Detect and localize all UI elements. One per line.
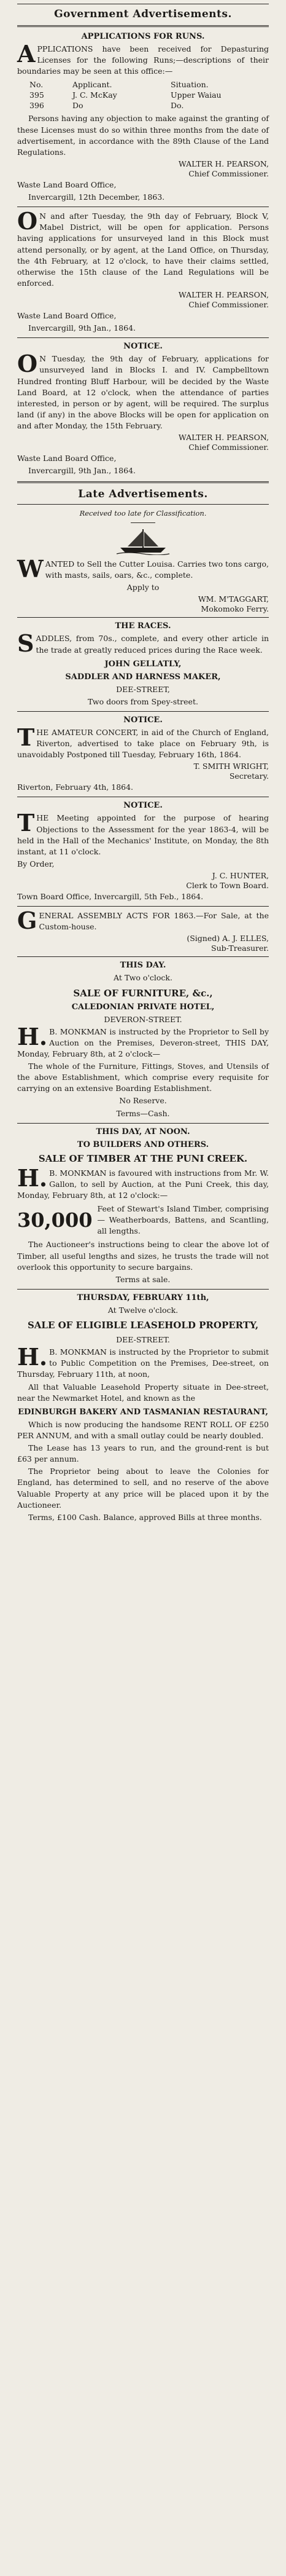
races-address: Two doors from Spey-street. [88,696,198,706]
sale3-terms: Terms, £100 Cash. Balance, approved Bills at three months. [28,1512,262,1522]
notice1-signature: WALTER H. PEARSON, [178,290,269,299]
sale1-body2: The whole of the Furniture, Fittings, Stoves, and Utensils of the above Establishment, which comprise every requisite for carrying on an extensive Boarding Establishment. [17,1062,269,1093]
table-cell: Do [72,101,83,111]
sale1-venue: CALEDONIAN PRIVATE HOTEL, [71,1002,215,1012]
sale1-heading: SALE OF FURNITURE, &c., [73,987,213,999]
runs-body: Persons having any objection to make against the granting of these Licenses must do so within three months from the date of advertisement, in accordance with the 89th Clause of the Land Regulations. [17,114,269,157]
races-body: SADDLES, from 70s., complete, and every other article in the trade at greatly reduced prices during the Race week. [17,629,269,658]
cutter-name: WM. M'TAGGART, [198,594,269,604]
sale2-quantity-row [17,1202,269,1238]
notice2-body: ON Tuesday, the 9th day of February, applications for unsurveyed land in Blocks I. and IV. Campbelltown Hundred fronting Bluff Harbour, will be decided by the Waste Land Board, at 12 o'clock, when the attendance of parties interested, in person or by agent, will be required. The surplus land (if any) in the above Blocks will be open for application on and after Monday, the 15th February. [17,350,269,430]
sale1-street: DEVERON-STREET. [104,1014,182,1024]
notice2-office: Waste Land Board Office, [17,454,117,463]
divider [17,711,269,712]
sale1-advert [17,961,269,1119]
divider [17,337,269,338]
sale2-advert [17,1127,269,1285]
table-cell: Upper Waiau [171,90,222,100]
concert-date: Riverton, February 4th, 1864. [17,782,134,792]
short-rule [131,522,155,523]
sale2-to: TO BUILDERS AND OTHERS. [77,1140,209,1149]
assessment-heading: NOTICE. [123,801,163,811]
sale3-when: THURSDAY, FEBRUARY 11th, [77,1293,209,1302]
assessment-body: THE Meeting appointed for the purpose of hearing Objections to the Assessment for the year 1863-4, will be held in the Hall of the Mechanics' Institute, on Monday, the 8th instant, at 11 o'clock. [17,809,269,856]
runs-signature: WALTER H. PEARSON, [178,159,269,168]
divider [17,1289,269,1290]
divider [17,956,269,957]
assessment-by: By Order, [17,859,55,869]
notice1-date: Invercargill, 9th Jan., 1864. [28,323,136,333]
cutter-body: WANTED to Sell the Cutter Louisa. Carries two tons cargo, with masts, sails, oars, &c., complete. [17,555,269,583]
concert-signature: T. SMITH WRIGHT, [193,762,269,771]
newspaper-page [0,4,286,2576]
races-heading: THE RACES. [115,621,171,631]
sale1-terms: Terms—Cash. [116,1108,170,1118]
concert-body: THE AMATEUR CONCERT, in aid of the Church of England, Riverton, advertised to take place on February 9th, is unavoidably Postponed till Tuesday, February 16th, 1864. [17,723,269,760]
runs-intro: APPLICATIONS have been received for Depasturing Licenses for the following Runs;—descriptions of their boundaries may be seen at this office:— [17,40,269,76]
divider [17,1123,269,1124]
sale2-terms: Terms at sale. [115,1274,171,1284]
runs-heading: APPLICATIONS FOR RUNS. [81,32,205,41]
sale2-body2: The Auctioneer's instructions being to clear the above lot of Timber, all useful lengths and sizes, he trusts the trade will not overlook this opportunity to secure bargains. [17,1240,269,1272]
table-cell: J. C. McKay [72,90,117,100]
late-rule [17,504,269,505]
sale3-time: At Twelve o'clock. [107,1305,179,1315]
sale3-body4: The Lease has 13 years to run, and the ground-rent is but £63 per annum. [17,1443,269,1464]
assessment-advert [17,801,269,902]
divider [17,617,269,618]
races-name: JOHN GELLATLY, [104,659,182,669]
table-cell: 395 [29,90,44,100]
sale2-quantity: 30,000 [17,1208,93,1232]
runs-date: Invercargill, 12th December, 1863. [28,192,165,202]
sale2-when: THIS DAY, AT NOON. [96,1127,190,1136]
notice1-advert [17,207,269,334]
notice2-heading: NOTICE. [123,342,163,352]
assessment-signature-title: Clerk to Town Board. [186,881,269,891]
notice2-date: Invercargill, 9th Jan., 1864. [28,466,136,476]
notice1-office: Waste Land Board Office, [17,311,117,320]
section-title: Government Advertisements. [54,8,232,20]
acts-body: GENERAL ASSEMBLY ACTS FOR 1863.—For Sale, at the Custom-house. [17,907,269,935]
acts-advert [17,907,269,953]
notice2-advert [17,342,269,476]
concert-heading: NOTICE. [123,715,163,725]
col-applicant: Applicant. [72,80,112,90]
concert-advert [17,715,269,794]
acts-title: Sub-Treasurer. [211,943,269,953]
sale3-street: DEE-STREET. [116,1335,170,1345]
cutter-advert [17,527,269,613]
table-cell: 396 [29,101,44,111]
sale3-body2: All that Valuable Leasehold Property situate in Dee-street, near the Newmarket Hotel, and known as the [17,1382,269,1403]
sale3-heading: SALE OF ELIGIBLE LEASEHOLD PROPERTY, [27,1320,259,1331]
cutter-place: Mokomoko Ferry. [201,604,269,614]
sale2-body: H.B. MONKMAN is favoured with instructions from Mr. W. Gallon, to sell by Auction, at the Puni Creek, this day, Monday, February 8th, at 12 o'clock:— [17,1164,269,1200]
runs-advert [17,32,269,203]
late-subtitle: Received too late for Classification. [79,509,207,518]
runs-office: Waste Land Board Office, [17,179,117,189]
title-rule [17,25,269,27]
runs-signature-title: Chief Commissioner. [188,168,269,178]
sale1-reserve: No Reserve. [119,1096,167,1106]
runs-table [29,79,269,111]
notice1-body: ON and after Tuesday, the 9th day of February, Block V, Mabel District, will be open for application. Persons having applications for unsurveyed land in this Block must attend personally, or by agent, at the Land Office, on Thursday, the 4th February, at 12 o'clock, to have their claims settled, otherwise the 15th clause of the Land Regulations will be enforced. [17,207,269,288]
sale1-when: THIS DAY. [120,961,166,971]
divider [17,906,269,907]
sale3-body: H.B. MONKMAN is instructed by the Proprietor to submit to Public Competition on the Premises, Dee-street, on Thursday, February 11th, at noon, [17,1343,269,1379]
notice2-signature-title: Chief Commissioner. [188,443,269,452]
races-trade: SADDLER AND HARNESS MAKER, [65,672,221,682]
sale3-body5: The Proprietor being about to leave the Colonies for England, has determined to sell, and no reserve of the above Valuable Property at any price will be placed upon it by the Auctioneer. [17,1467,269,1510]
sale2-quantity-desc: Feet of Stewart's Island Timber, comprising — Weatherboards, Battens, and Scantling, all lengths. [97,1204,269,1236]
col-no: No. [29,80,44,90]
sale1-body: H.B. MONKMAN is instructed by the Proprietor to Sell by Auction on the Premises, Deveron-street, THIS DAY, Monday, February 8th, at 2 o'clock— [17,1022,269,1058]
table-cell: Do. [171,101,184,111]
notice1-signature-title: Chief Commissioner. [188,300,269,309]
section-rule [17,481,269,483]
sale1-time: At Two o'clock. [114,973,172,983]
assessment-signature: J. C. HUNTER, [212,871,269,881]
races-street: DEE-STREET, [116,684,170,694]
notice2-signature: WALTER H. PEARSON, [178,433,269,443]
sale3-body3: Which is now producing the handsome RENT ROLL OF £250 PER ANNUM, and with a small outlay could be nearly doubled. [17,1419,269,1440]
races-advert [17,621,269,707]
sale3-advert [17,1293,269,1523]
ship-icon [115,527,171,555]
col-situation: Situation. [171,80,209,90]
sale2-heading: SALE OF TIMBER AT THE PUNI CREEK. [38,1152,248,1164]
late-title: Late Advertisements. [78,488,208,501]
acts-signed: (Signed) A. J. ELLES, [187,934,269,943]
sale3-name: EDINBURGH BAKERY AND TASMANIAN RESTAURANT, [18,1407,268,1417]
concert-signature-title: Secretary. [229,771,269,781]
cutter-apply: Apply to [126,583,160,593]
assessment-date: Town Board Office, Invercargill, 5th Feb., 1864. [17,892,204,902]
